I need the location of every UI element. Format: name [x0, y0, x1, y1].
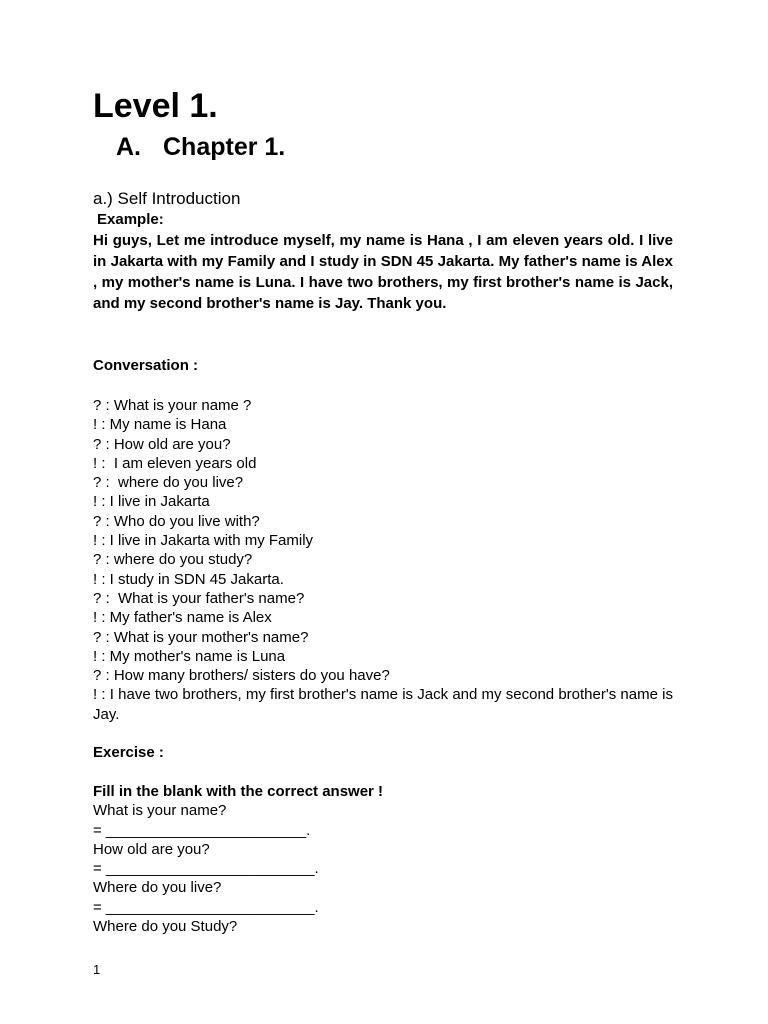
- conversation-line: ? : Who do you live with?: [93, 512, 260, 530]
- exercise-answer-blank: = _________________________.: [93, 860, 319, 878]
- conversation-line: ! : I live in Jakarta: [93, 493, 210, 511]
- exercise-question: What is your name?: [93, 802, 227, 820]
- conversation-line: ? : where do you live?: [93, 474, 244, 492]
- conversation-line: ! : I live in Jakarta with my Family: [93, 532, 314, 550]
- conversation-line: ? : where do you study?: [93, 551, 253, 569]
- exercise-question: Where do you live?: [93, 879, 222, 897]
- conversation-line: ? : What is your mother's name?: [93, 628, 309, 646]
- chapter-number: A.: [116, 133, 141, 161]
- conversation-line: ? : How many brothers/ sisters do you have?: [93, 667, 390, 685]
- exercise-answer-blank: = _________________________.: [93, 898, 319, 916]
- conversation-line: ! : My name is Hana: [93, 416, 227, 434]
- chapter-title: Chapter 1.: [163, 133, 286, 161]
- level-heading: Level 1.: [93, 87, 218, 125]
- exercise-question: How old are you?: [93, 840, 210, 858]
- exercise-question: Where do you Study?: [93, 918, 238, 936]
- exercise-title: Exercise :: [93, 744, 164, 761]
- page-number: 1: [93, 962, 101, 977]
- chapter-heading: [116, 132, 285, 162]
- conversation-line: ! : I study in SDN 45 Jakarta.: [93, 570, 284, 588]
- conversation-line: ! : My mother's name is Luna: [93, 647, 286, 665]
- conversation-list: [93, 396, 673, 724]
- example-paragraph: Hi guys, Let me introduce myself, my name is Hana , I am eleven years old. I live in Jakarta with my Family and I study in SDN 45 Jakarta. My father's name is Alex , my mother's name is Luna. I have two brothers, my first brother's name is Jack, and my second brother's name is Jay. Thank you.: [93, 232, 673, 312]
- conversation-title: Conversation :: [93, 357, 199, 374]
- example-label: Example:: [97, 211, 164, 228]
- conversation-line: ! : I have two brothers, my first brother's name is Jack and my second brother's name is Jay.: [93, 686, 673, 723]
- conversation-line: ! : My father's name is Alex: [93, 609, 272, 627]
- exercise-list: [93, 782, 673, 936]
- exercise-answer-blank: = ________________________.: [93, 821, 311, 839]
- conversation-line: ? : What is your father's name?: [93, 589, 305, 607]
- section-title: a.) Self Introduction: [93, 189, 241, 208]
- conversation-line: ? : What is your name ?: [93, 397, 252, 414]
- conversation-line: ! : I am eleven years old: [93, 454, 257, 472]
- conversation-line: ? : How old are you?: [93, 435, 231, 453]
- exercise-instruction: Fill in the blank with the correct answer !: [93, 783, 384, 800]
